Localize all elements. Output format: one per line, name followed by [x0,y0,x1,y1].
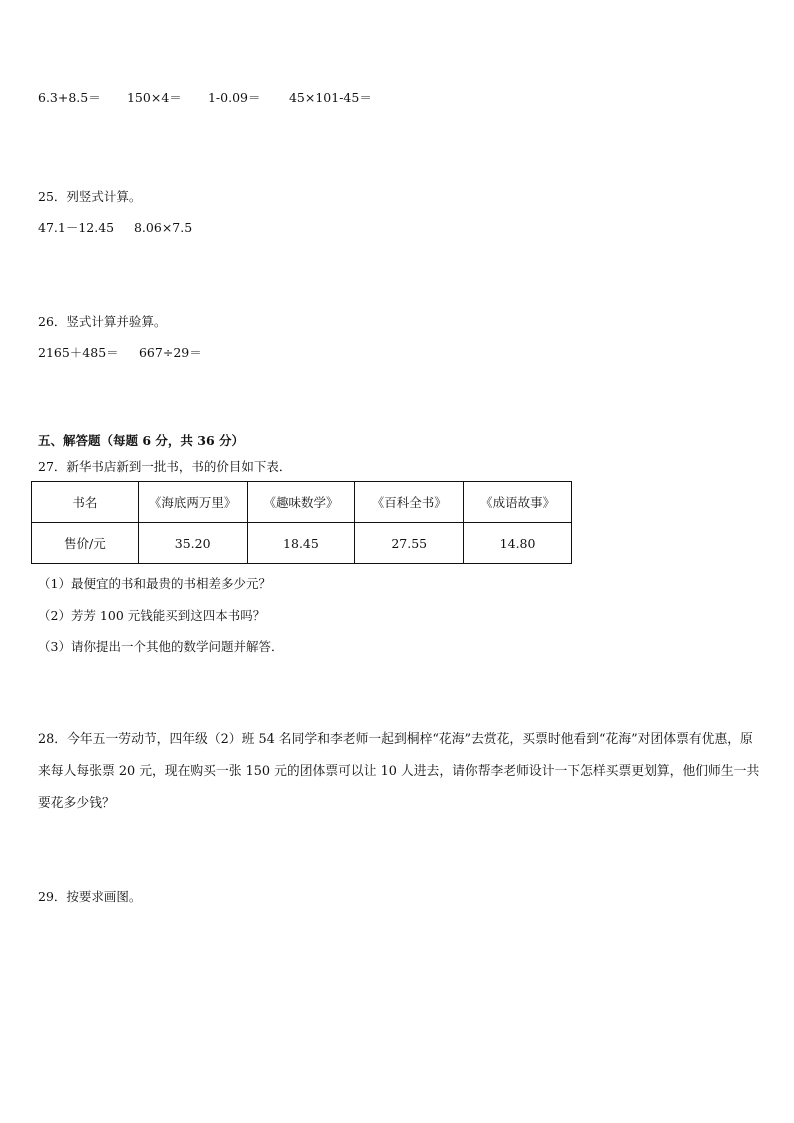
q25-expressions [38,218,192,236]
q27-intro: 27．新华书店新到一批书，书的价目如下表． [38,459,292,474]
table-header-row [32,482,572,523]
expression: 1-0.09＝ [207,90,261,105]
q29-title: 29．按要求画图。 [38,889,142,904]
q27-sub-question: （2）芳芳 100 元钱能买到这四本书吗？ [38,608,266,623]
q26-title: 26．竖式计算并验算。 [38,314,167,329]
expression: 8.06×7.5 [133,220,193,235]
expression: 667÷29＝ [138,345,202,360]
q26-expressions [38,343,202,361]
q24-expressions [38,88,372,106]
table-header-cell: 书名 [32,482,139,523]
expression: 45×101-45＝ [288,90,372,105]
table-header-cell: 《趣味数学》 [247,482,355,523]
section-heading: 五、解答题（每题 6 分，共 36 分） [38,433,245,448]
expression: 6.3+8.5＝ [38,90,101,105]
expression: 2165＋485＝ [38,345,119,360]
q28-text: 28．今年五一劳动节，四年级（2）班 54 名同学和李老师一起到桐梓“花海”去赏花，买票时他看到“花海”对团体票有优惠，原来每人每张票 20 元，现在购买一张 150 元的团体票可以让 10 人进去，请你帮李老师设计一下怎样买票更划算，他们师生一共要花多少钱？ [38,732,760,811]
expression: 47.1－12.45 [38,220,115,235]
table-header-cell: 《海底两万里》 [138,482,247,523]
table-cell: 售价/元 [32,523,139,564]
table-cell: 18.45 [247,523,355,564]
table-cell: 27.55 [355,523,464,564]
table-cell: 14.80 [464,523,572,564]
q27-sub-question: （1）最便宜的书和最贵的书相差多少元？ [38,576,271,591]
table-header-cell: 《成语故事》 [464,482,572,523]
book-price-table [31,481,572,564]
table-row [32,523,572,564]
q27-sub-question: （3）请你提出一个其他的数学问题并解答． [38,639,284,654]
table-header-cell: 《百科全书》 [355,482,464,523]
table-cell: 35.20 [138,523,247,564]
expression: 150×4＝ [126,90,182,105]
q25-title: 25．列竖式计算。 [38,189,142,204]
